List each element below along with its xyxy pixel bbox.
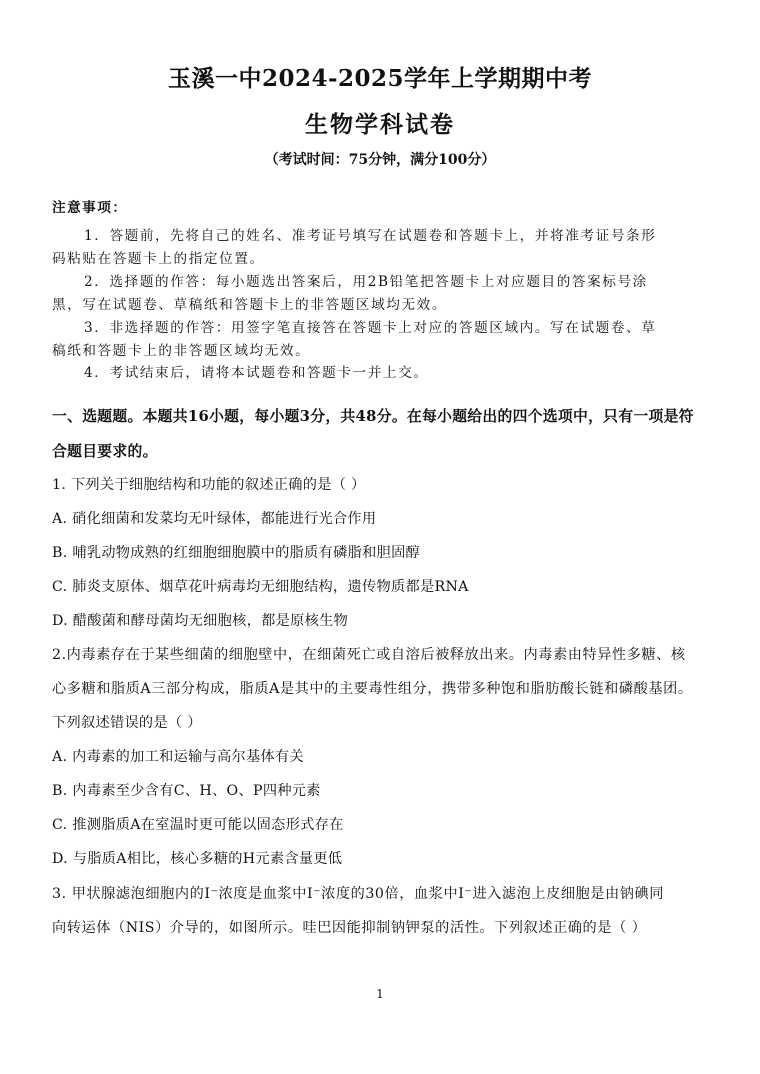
notice-line: 码粘贴在答题卡上的指定位置。: [52, 251, 265, 267]
notice-heading: 注意事项：: [52, 200, 128, 216]
section-heading: 一、选题题。本题共16小题，每小题3分，共48分。在每小题给出的四个选项中，只有一项是符: [52, 408, 694, 425]
question-2-option-a: A. 内毒素的加工和运输与高尔基体有关: [52, 749, 304, 765]
question-1-option-c: C. 肺炎支原体、烟草花叶病毒均无细胞结构，遗传物质都是RNA: [52, 579, 469, 595]
question-1-option-a: A. 硝化细菌和发菜均无叶绿体，都能进行光合作用: [52, 511, 377, 527]
notice-line: 4．考试结束后，请将本试题卷和答题卡一并上交。: [84, 365, 429, 381]
question-3-stem: 3. 甲状腺滤泡细胞内的I⁻浓度是血浆中I⁻浓度的30倍，血浆中I⁻进入滤泡上皮细胞是由钠碘同: [52, 886, 664, 902]
notice-line: 稿纸和答题卡上的非答题区域均无效。: [52, 343, 311, 359]
section-heading-cont: 合题目要求的。: [52, 443, 158, 460]
question-1-option-d: D. 醋酸菌和酵母菌均无细胞核，都是原核生物: [52, 613, 349, 629]
notice-line: 黑，写在试题卷、草稿纸和答题卡上的非答题区域均无效。: [52, 297, 448, 313]
question-1-option-b: B. 哺乳动物成熟的红细胞细胞膜中的脂质有磷脂和胆固醇: [52, 545, 421, 561]
subject-title: 生物学科试卷: [305, 111, 455, 138]
exam-info: （考试时间：75分钟，满分100分）: [264, 152, 496, 168]
notice-line: 3．非选择题的作答：用签字笔直接答在答题卡上对应的答题区域内。写在试题卷、草: [84, 320, 657, 336]
question-2-option-b: B. 内毒素至少含有C、H、O、P四种元素: [52, 783, 321, 799]
notice-line: 1．答题前，先将自己的姓名、准考证号填写在试题卷和答题卡上，并将准考证号条形: [84, 228, 657, 244]
question-2-stem: 2.内毒素存在于某些细菌的细胞壁中，在细菌死亡或自溶后被释放出来。内毒素由特异性多糖、核: [52, 647, 686, 663]
exam-title: 玉溪一中2024-2025学年上学期期中考: [167, 65, 593, 92]
question-3-stem: 向转运体（NIS）介导的，如图所示。哇巴因能抑制钠钾泵的活性。下列叙述正确的是（ ）: [52, 920, 647, 936]
question-2-stem: 下列叙述错误的是（ ）: [52, 715, 202, 731]
question-2-option-d: D. 与脂质A相比，核心多糖的H元素含量更低: [52, 851, 343, 867]
question-2-option-c: C. 推测脂质A在室温时更可能以固态形式存在: [52, 817, 344, 833]
page-number: 1: [376, 987, 384, 1001]
question-2-stem: 心多糖和脂质A三部分构成，脂质A是其中的主要毒性组分，携带多种饱和脂肪酸长链和磷酸基团。: [52, 681, 693, 697]
notice-line: 2．选择题的作答：每小题选出答案后，用2B铅笔把答题卡上对应题目的答案标号涂: [84, 274, 648, 290]
question-1-stem: 1. 下列关于细胞结构和功能的叙述正确的是（ ）: [52, 477, 366, 493]
